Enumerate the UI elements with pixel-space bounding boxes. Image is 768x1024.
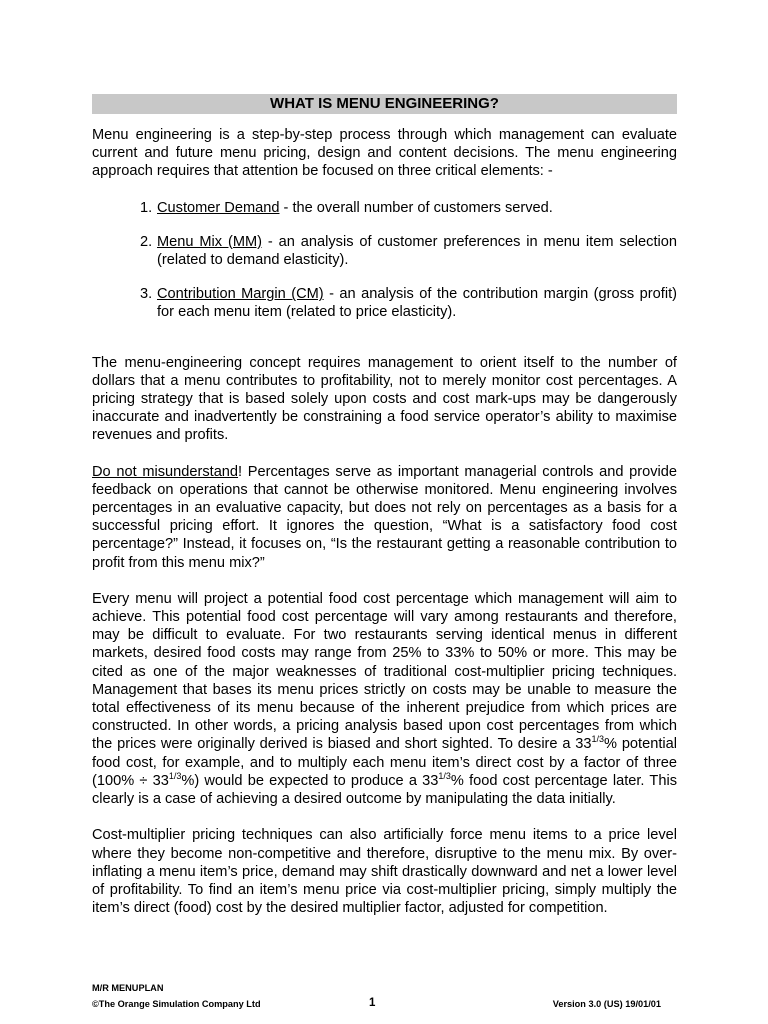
- paragraph-text: % potential food cost, for example, and to multiply each menu item’s direct cost by a factor of three (100% ÷ 33: [92, 736, 677, 789]
- list-text: - the overall number of customers served.: [279, 199, 553, 216]
- document-page: [92, 94, 677, 935]
- concept-paragraph: The menu-engineering concept requires management to orient itself to the number of dollars that a menu contributes to profitability, not to merely monitor cost percentages. A pricing strategy that is based solely upon costs and cost mark-ups may be dangerously inaccurate and inadvertently be constraining a food service operator’s ability to maximise revenues and profits.: [92, 354, 677, 444]
- list-item: [92, 199, 677, 217]
- paragraph-text: Every menu will project a potential food cost percentage which management will aim to achieve. This potential food cost percentage will vary among restaurants and therefore, may be difficult to evaluate. For two restaurants serving identical menus in different markets, desired food costs may range from 25% to 33% to 50% or more. This may be cited as one of the major weaknesses of traditional cost-multiplier pricing techniques. Management that bases its menu prices strictly on costs may be unable to measure the total effectiveness of its menu because of the inherent prejudice from which prices are constructed. In other words, a pricing analysis based upon cost percentages from which the prices were originally derived is biased and short sighted. To desire a 33: [92, 590, 677, 753]
- list-term: Menu Mix (MM): [157, 233, 263, 250]
- list-text: - an analysis of the contribution margin (gross profit) for each menu item (related to price elasticity).: [157, 286, 677, 321]
- emphasis-text: Do not misunderstand: [92, 463, 239, 480]
- fraction-superscript: 1/3: [591, 734, 605, 745]
- food-cost-paragraph: [92, 590, 677, 808]
- list-text: - an analysis of customer preferences in menu item selection (related to demand elasticity).: [157, 233, 677, 269]
- paragraph-text: %) would be expected to produce a 33: [181, 772, 439, 789]
- list-item: [92, 233, 677, 269]
- list-term: Customer Demand: [157, 199, 280, 216]
- footer-product: M/R MENUPLAN: [92, 983, 164, 993]
- critical-elements-list: [92, 199, 677, 322]
- intro-paragraph: Menu engineering is a step-by-step process through which management can evaluate current and future menu pricing, design and content decisions. The menu engineering approach requires that attention be focused on three critical elements: -: [92, 127, 677, 180]
- paragraph-text: % food cost percentage later. This clearly is a case of achieving a desired outcome by manipulating the data initially.: [92, 772, 677, 808]
- page-title: WHAT IS MENU ENGINEERING?: [92, 94, 677, 114]
- multiplier-paragraph: Cost-multiplier pricing techniques can also artificially force menu items to a price level where they become non-competitive and therefore, disruptive to the menu mix. By over-inflating a menu item’s price, demand may shift drastically downward and net a lower level of profitability. To find an item’s menu price via cost-multiplier pricing, simply multiply the item’s direct (food) cost by the desired multiplier factor, adjusted for competition.: [92, 827, 677, 917]
- page-footer: [92, 982, 677, 1012]
- footer-copyright: ©The Orange Simulation Company Ltd: [92, 999, 261, 1009]
- list-item: [92, 285, 677, 321]
- page-number: 1: [369, 997, 376, 1009]
- fraction-superscript: 1/3: [168, 771, 182, 782]
- paragraph-text: ! Percentages serve as important managerial controls and provide feedback on operations that cannot be otherwise monitored. Menu engineering involves percentages in an evaluative capacity, but does not rely on percentages as a basis for a successful pricing effort. It ignores the question, “What is a satisfactory food cost percentage?” Instead, it focuses on, “Is the restaurant getting a reasonable contribution to profit from this menu mix?”: [92, 463, 677, 571]
- list-number: 1.: [140, 199, 153, 216]
- misunderstand-paragraph: [92, 463, 677, 572]
- footer-version: Version 3.0 (US) 19/01/01: [552, 999, 661, 1009]
- list-number: 3.: [140, 286, 153, 303]
- list-term: Contribution Margin (CM): [157, 286, 324, 303]
- fraction-superscript: 1/3: [438, 771, 451, 782]
- list-number: 2.: [140, 233, 153, 250]
